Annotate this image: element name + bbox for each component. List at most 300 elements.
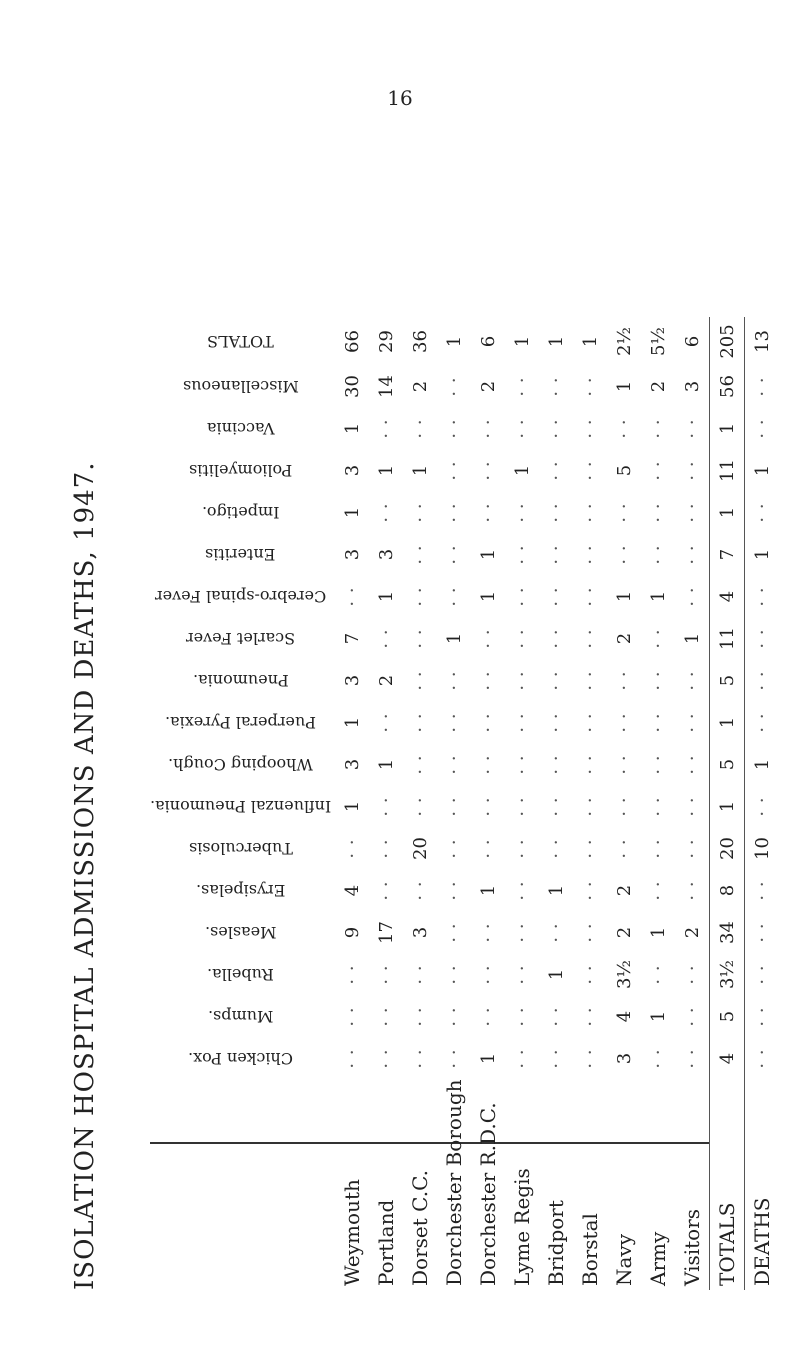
table-cell: 14 [375,375,397,398]
table-cell: · · [477,712,499,733]
table-cell: 3 [341,464,363,477]
column-header [150,365,335,407]
table-cell: · · [681,1006,703,1027]
table-cell: · · [613,712,635,733]
table-cell: · · [579,1048,601,1069]
table-row [710,317,745,1290]
column-header [150,701,335,743]
table-cell: · · [375,628,397,649]
table-cell: 1 [511,464,533,477]
column-header-label: Miscellaneous [182,376,299,396]
table-cell: · · [443,460,465,481]
table-cell: · · [409,544,431,565]
table-cell: · · [545,838,567,859]
table-cell: 1 [443,632,465,645]
table-cell: · · [545,376,567,397]
column-header [150,911,335,953]
table-block [70,90,790,1290]
column-header-label: Puerperal Pyrexia. [165,712,317,732]
table-row [369,317,403,1290]
table-row [437,317,471,1290]
row-label: TOTALS [710,1079,745,1290]
table-cell: · · [545,586,567,607]
table-cell: · · [511,670,533,691]
table-cell: · · [647,460,669,481]
table-cell: 1 [341,506,363,519]
header-row [150,317,335,1290]
table-cell: 56 [710,365,745,407]
table-cell: 6 [681,335,703,348]
row-label: DEATHS [745,1079,780,1290]
table-cell: · · [545,502,567,523]
table-cell: 3 [613,1052,635,1065]
table-cell: 3 [341,548,363,561]
table-cell: 1 [710,407,745,449]
table-cell: · · [375,502,397,523]
table-cell: 1 [545,884,567,897]
table-cell: 1 [409,464,431,477]
table-row [335,317,369,1290]
table-cell: · · [443,712,465,733]
table-row [607,317,641,1290]
column-header [150,407,335,449]
table-cell: · · [647,1048,669,1069]
table-cell: · · [613,838,635,859]
table-cell: 3 [681,380,703,393]
table-cell: · · [647,964,669,985]
table-cell: · · [443,922,465,943]
table-cell: · · [375,1048,397,1069]
table-cell: · · [681,838,703,859]
table-cell: · · [681,754,703,775]
table-cell: · · [545,460,567,481]
table-cell: · · [613,796,635,817]
table-cell: · · [579,670,601,691]
column-header-label: Impetigo. [201,502,280,522]
table-cell: 6 [477,335,499,348]
table-cell: 1 [681,632,703,645]
table-cell: · · [681,502,703,523]
table-cell: · · [443,754,465,775]
table-cell: 4 [613,1010,635,1023]
table-cell: 13 [745,317,780,365]
table-cell: · · [647,880,669,901]
column-header [150,491,335,533]
table-cell: · · [579,1006,601,1027]
table-cell: 1 [375,590,397,603]
table-cell: · · [745,617,780,659]
table-cell: · · [745,995,780,1037]
table-cell: · · [511,1006,533,1027]
table-row [641,317,675,1290]
table-cell: · · [681,670,703,691]
table-cell: 3 [341,674,363,687]
table-cell: 29 [375,330,397,353]
column-header [150,449,335,491]
table-cell: 2 [681,926,703,939]
table-cell: 3 [409,926,431,939]
table-cell: · · [579,922,601,943]
table-cell: · · [745,365,780,407]
table-cell: · · [745,407,780,449]
table-cell: · · [477,754,499,775]
table-cell: · · [409,880,431,901]
table-cell: 1 [341,800,363,813]
table-cell: 1 [443,335,465,348]
table-cell: · · [647,796,669,817]
table-cell: · · [341,838,363,859]
table-cell: 36 [409,330,431,353]
column-header [150,1037,335,1079]
table-cell: · · [443,838,465,859]
row-label: Visitors [680,1208,705,1286]
row-label: Borstal [578,1213,603,1286]
table-cell: · · [511,376,533,397]
table-cell: · · [579,418,601,439]
table-cell: · · [613,670,635,691]
table-cell: · · [511,1048,533,1069]
table-cell: 2 [613,632,635,645]
table-cell: 5½ [647,327,669,356]
column-header-label: Chicken Pox. [188,1048,294,1068]
table-cell: · · [511,586,533,607]
table-cell: · · [341,586,363,607]
table-cell: · · [745,869,780,911]
table-cell: · · [545,418,567,439]
table-cell: · · [375,964,397,985]
table-cell: · · [647,670,669,691]
table-cell: · · [545,754,567,775]
table-cell: · · [745,575,780,617]
table-cell: · · [375,712,397,733]
table-cell: · · [375,880,397,901]
table-cell: 11 [710,449,745,491]
row-label: Dorchester R.D.C. [476,1102,501,1286]
column-header-label: Enteritis [205,544,276,564]
table-cell: · · [579,712,601,733]
page-number: 16 [387,86,413,110]
column-header [150,317,335,365]
table-cell: · · [477,1006,499,1027]
row-label: Navy [612,1233,637,1286]
table-cell: · · [477,418,499,439]
table-cell: 4 [341,884,363,897]
table-cell: 2 [613,926,635,939]
table-cell: · · [579,880,601,901]
table-cell: · · [375,838,397,859]
table-cell: · · [443,502,465,523]
column-header [150,743,335,785]
table-cell: · · [443,1048,465,1069]
table-cell: · · [477,796,499,817]
table-cell: · · [375,796,397,817]
table-cell: · · [443,544,465,565]
table-cell: · · [443,796,465,817]
table-cell: · · [477,922,499,943]
table-cell: · · [341,1006,363,1027]
table-cell: · · [745,1037,780,1079]
table-cell: · · [579,502,601,523]
table-cell: · · [647,712,669,733]
table-cell: 1 [647,1010,669,1023]
table-cell: · · [511,922,533,943]
table-cell: · · [409,1048,431,1069]
table-cell: · · [511,964,533,985]
row-label: Lyme Regis [510,1168,535,1286]
table-cell: · · [545,670,567,691]
table-row [675,317,710,1290]
table-cell: 1 [745,533,780,575]
table-cell: · · [745,953,780,995]
column-header-label: Mumps. [207,1006,274,1026]
row-label: Portland [374,1199,399,1286]
table-cell: · · [545,712,567,733]
table-cell: · · [511,796,533,817]
table-cell: · · [511,628,533,649]
column-header-label: Rubella. [207,964,275,984]
table-cell: · · [443,670,465,691]
table-cell: · · [477,628,499,649]
row-label: Dorset C.C. [408,1169,433,1286]
table-cell: · · [545,1006,567,1027]
table-cell: 5 [710,995,745,1037]
column-header-label: Scarlet Fever [186,628,296,648]
table-cell: 20 [710,827,745,869]
column-header [150,995,335,1037]
table-cell: · · [647,544,669,565]
table-cell: 3 [341,758,363,771]
table-cell: · · [443,418,465,439]
table-cell: · · [409,796,431,817]
column-header-label: Erysipelas. [195,880,286,900]
table-cell: 8 [710,869,745,911]
table-cell: · · [409,754,431,775]
table-cell: 1 [613,590,635,603]
table-cell: · · [681,418,703,439]
table-cell: · · [477,670,499,691]
table-cell: · · [545,628,567,649]
column-header-label: Influenzal Pneumonia. [150,796,332,816]
table-row [403,317,437,1290]
table-row [471,317,505,1290]
table-cell: 9 [341,926,363,939]
table-cell: · · [745,491,780,533]
table-cell: · · [511,712,533,733]
table-title: ISOLATION HOSPITAL ADMISSIONS AND DEATHS, 1947. [70,461,100,1290]
table-cell: · · [681,712,703,733]
table-cell: · · [647,502,669,523]
table-cell: · · [545,1048,567,1069]
table-cell: · · [409,712,431,733]
corner-cell [150,1079,335,1290]
table-cell: 10 [745,827,780,869]
table-cell: 4 [710,575,745,617]
column-header-label: TOTALS [207,331,274,351]
table-cell: · · [409,418,431,439]
table-cell: · · [613,418,635,439]
table-cell: 7 [341,632,363,645]
table-cell: · · [545,796,567,817]
table-cell: · · [375,1006,397,1027]
table-cell: · · [409,586,431,607]
table-cell: · · [579,544,601,565]
table-cell: · · [545,544,567,565]
table-cell: · · [443,964,465,985]
table-cell: 1 [710,701,745,743]
table-cell: · · [613,754,635,775]
column-header [150,953,335,995]
table-cell: 205 [710,317,745,365]
table-cell: 1 [477,884,499,897]
table-cell: · · [579,838,601,859]
table-cell: · · [745,701,780,743]
table-cell: 3½ [710,953,745,995]
column-header [150,617,335,659]
row-label: Weymouth [340,1179,365,1286]
table-cell: · · [511,880,533,901]
table-cell: · · [477,838,499,859]
table-cell: 3 [375,548,397,561]
table-cell: 5 [710,659,745,701]
table-cell: 1 [710,491,745,533]
table-cell: 1 [375,464,397,477]
table-cell: · · [477,502,499,523]
table-cell: · · [613,544,635,565]
table-cell: 2 [647,380,669,393]
table-cell: 1 [647,590,669,603]
table-cell: · · [443,880,465,901]
table-cell: 2 [477,380,499,393]
table-cell: · · [409,1006,431,1027]
table-cell: · · [681,544,703,565]
table-cell: 5 [710,743,745,785]
table-cell: 1 [477,1052,499,1065]
table-cell: · · [511,418,533,439]
table-cell: · · [579,586,601,607]
table-cell: · · [341,964,363,985]
table-cell: 17 [375,921,397,944]
column-header [150,533,335,575]
table-cell: · · [511,544,533,565]
column-header [150,827,335,869]
table-cell: · · [745,785,780,827]
table-row [745,317,780,1290]
column-header-label: Whooping Cough. [168,754,314,774]
table-cell: · · [745,659,780,701]
table-cell: 20 [409,837,431,860]
table-cell: · · [681,1048,703,1069]
table-cell: · · [409,670,431,691]
table-cell: · · [545,922,567,943]
table-cell: · · [443,586,465,607]
table-cell: · · [477,460,499,481]
table-cell: · · [681,460,703,481]
table-cell: 5 [613,464,635,477]
table-cell: 2 [409,380,431,393]
table-cell: · · [511,754,533,775]
column-header [150,869,335,911]
table-cell: 1 [545,968,567,981]
table-cell: · · [681,964,703,985]
table-cell: · · [579,796,601,817]
table-cell: · · [477,964,499,985]
table-cell: 2 [375,674,397,687]
table-cell: · · [409,628,431,649]
table-cell: 1 [745,449,780,491]
table-cell: · · [443,376,465,397]
table-cell: · · [579,628,601,649]
table-cell: 1 [375,758,397,771]
table-cell: 1 [613,380,635,393]
table-cell: 3½ [613,960,635,989]
table-cell: · · [681,796,703,817]
table-cell: 1 [511,335,533,348]
table-cell: · · [341,1048,363,1069]
table-cell: 30 [341,375,363,398]
admissions-table [150,317,779,1290]
table-cell: · · [579,460,601,481]
column-header [150,659,335,701]
table-cell: · · [681,880,703,901]
table-cell: 1 [477,548,499,561]
table-cell: · · [647,628,669,649]
column-header-label: Vaccinia [206,418,275,438]
table-cell: 1 [545,335,567,348]
table-cell: 1 [647,926,669,939]
table-cell: 7 [710,533,745,575]
row-label: Bridport [544,1200,569,1286]
table-cell: · · [681,586,703,607]
table-cell: 1 [341,716,363,729]
table-row [505,317,539,1290]
table-cell: 1 [710,785,745,827]
table-cell: 1 [341,422,363,435]
table-cell: · · [647,418,669,439]
table-cell: · · [511,838,533,859]
table-body [335,317,779,1290]
table-cell: 4 [710,1037,745,1079]
table-row [539,317,573,1290]
table-cell: · · [579,376,601,397]
table-cell: · · [375,418,397,439]
table-cell: · · [579,754,601,775]
column-header [150,575,335,617]
column-header-label: Poliomyelitis [188,460,293,480]
table-cell: · · [647,838,669,859]
column-header-label: Measles. [204,922,277,942]
row-label: Dorchester Borough [442,1079,467,1286]
column-header-label: Cerebro-spinal Fever [155,586,327,606]
table-cell: · · [409,964,431,985]
table-cell: · · [745,911,780,953]
table-cell: 1 [745,743,780,785]
table-cell: · · [579,964,601,985]
row-label: Army [646,1231,671,1286]
table-cell: 1 [477,590,499,603]
table-cell: · · [613,502,635,523]
column-header-label: Tuberculosis [188,838,293,858]
column-header [150,785,335,827]
table-cell: 34 [710,911,745,953]
table-cell: 66 [341,330,363,353]
table-cell: 1 [579,335,601,348]
column-header-label: Pneumonia. [192,670,289,690]
table-cell: · · [647,754,669,775]
table-cell: · · [443,1006,465,1027]
table-cell: · · [409,502,431,523]
table-cell: 11 [710,617,745,659]
table-cell: 2½ [613,327,635,356]
